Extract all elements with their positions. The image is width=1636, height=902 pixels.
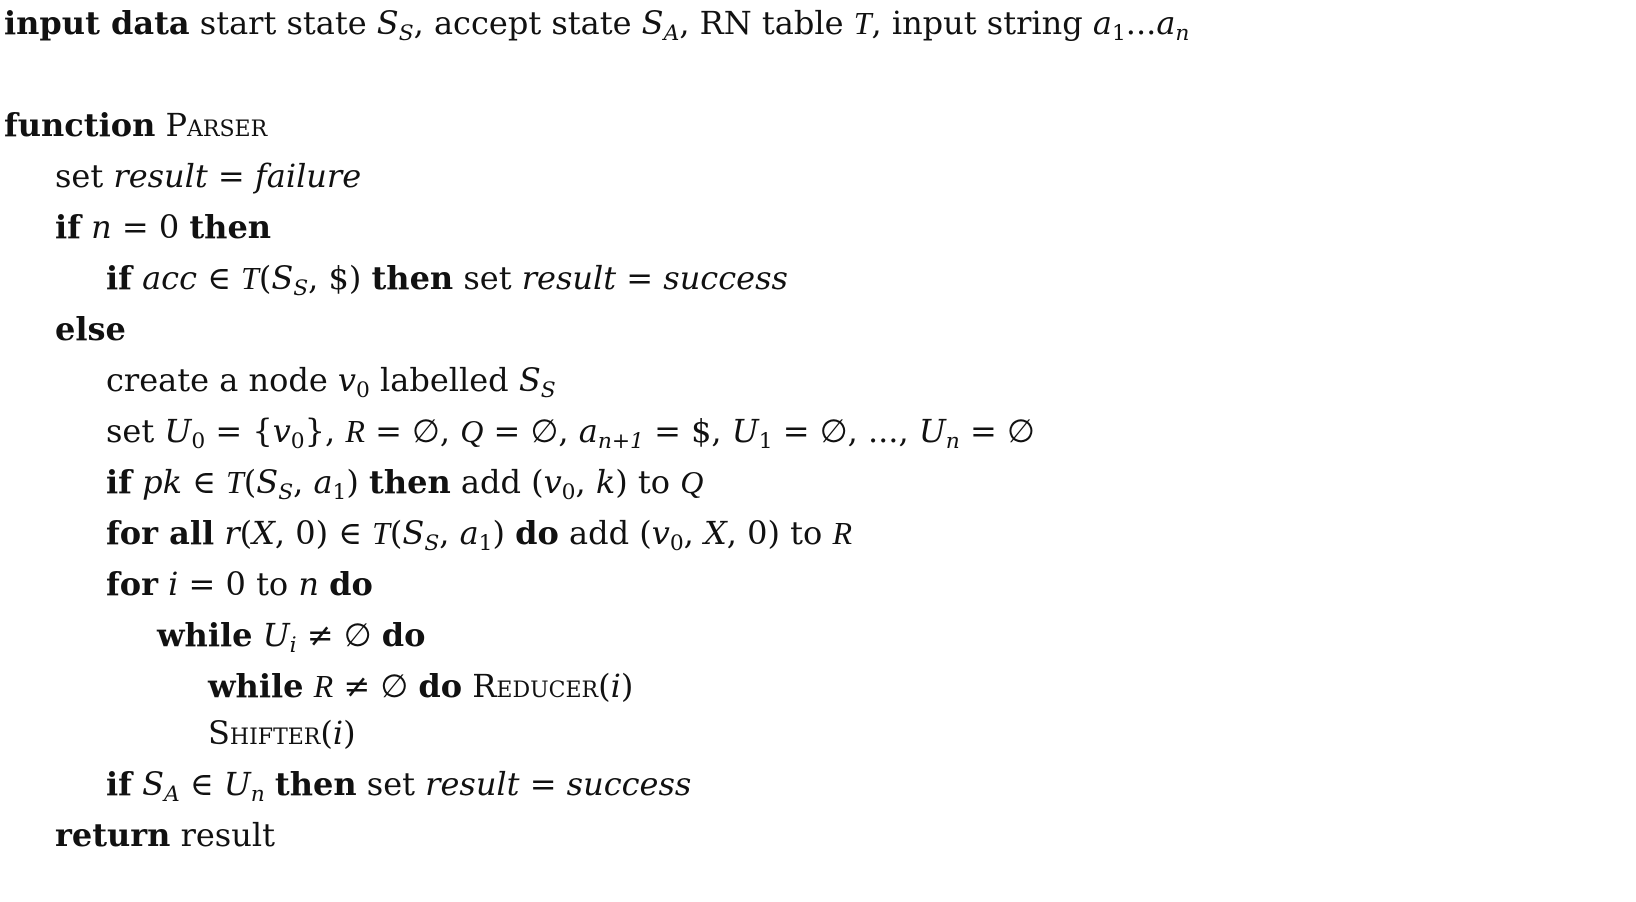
for-all-reductions-line: for all r(X, 0) ∈ $T(S_S$, $a_1$) do add ($v_0$, X, 0) to R — [106, 514, 852, 557]
if-pk-line: if pk ∈ $T(S_S$, $a_1$) then add ($v_0$, k) to Q — [106, 463, 704, 506]
while-r-reducer-line: while R ≠ ∅ do Reducer(i) — [208, 667, 634, 705]
reducer-call: Reducer — [472, 667, 599, 705]
else-line: else — [55, 310, 126, 348]
if-n-zero-line: if n = 0 then — [55, 208, 272, 246]
for-i-loop-line: for i = 0 to n do — [106, 565, 373, 603]
keyword-function: function — [4, 106, 156, 144]
shifter-call: Shifter — [208, 714, 321, 752]
set-result-failure-line: set result = failure — [55, 157, 362, 195]
return-line: return result — [55, 816, 275, 854]
while-ui-line: while $U_i$ ≠ ∅ do — [157, 616, 426, 659]
if-accept-line: if $S_A$ ∈ $U_n$ then set result = success — [106, 765, 692, 808]
keyword-input-data: input data — [4, 4, 190, 42]
shifter-line: Shifter(i) — [208, 714, 356, 752]
set-initial-sets-line: set $U_0 = \{v_0\}$, R = ∅, Q = ∅, $a_{n+1}$ = $, $U_1$ = ∅, ..., $U_n$ = ∅ — [106, 412, 1035, 455]
function-name: Parser — [165, 106, 268, 144]
input-data-line: input data start state $S_S$, accept state $S_A$, RN table T, input string $a_1...a_n$ — [4, 4, 1190, 47]
function-line — [4, 106, 267, 144]
if-acc-line: if acc ∈ $T(S_S$, $) then set result = success — [106, 259, 788, 302]
create-node-line: create a node $v_0$ labelled $S_S$ — [106, 361, 556, 404]
